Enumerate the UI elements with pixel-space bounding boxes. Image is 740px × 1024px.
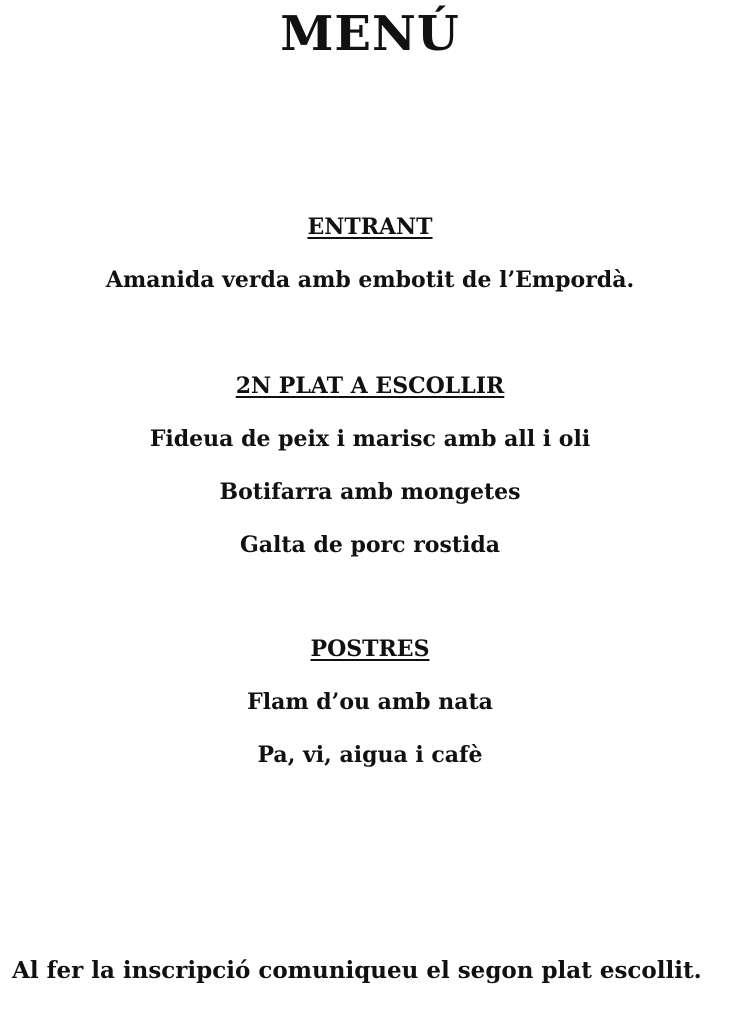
second-course-heading: 2N PLAT A ESCOLLIR (235, 373, 505, 399)
second-course-dish: Galta de porc rostida (239, 532, 501, 558)
second-course-dish: Fideua de peix i marisc amb all i oli (149, 426, 591, 452)
dessert-dish: Pa, vi, aigua i cafè (257, 742, 483, 768)
footer-note: Al fer la inscripció comuniqueu el segon plat escollit. (12, 957, 702, 984)
menu-title: MENÚ (280, 6, 460, 62)
entrant-dish: Amanida verda amb embotit de l’Empordà. (105, 267, 635, 293)
dessert-heading: POSTRES (310, 636, 430, 662)
dessert-dish: Flam d’ou amb nata (247, 689, 493, 715)
entrant-heading: ENTRANT (307, 214, 433, 240)
second-course-dish: Botifarra amb mongetes (219, 479, 521, 505)
